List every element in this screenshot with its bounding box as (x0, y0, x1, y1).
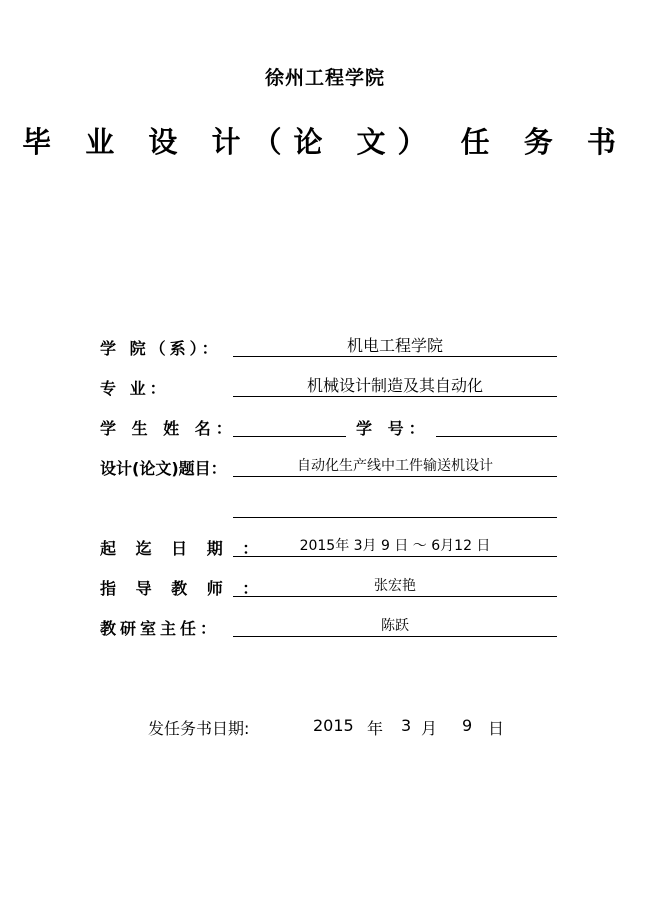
topic-field-line2 (233, 497, 557, 518)
issue-year-unit: 年 (367, 719, 384, 738)
advisor-label: 指 导 教 师 ： (100, 579, 266, 598)
issue-date-label: 发任务书日期: (148, 719, 250, 738)
topic-label: 设计(论文)题目： (100, 459, 227, 478)
student-name-label: 学 生 姓 名： (100, 419, 237, 438)
school-name: 徐州工程学院 (264, 67, 385, 89)
issue-year: 2015 (313, 716, 354, 735)
issue-day-unit: 日 (488, 719, 505, 738)
issue-day: 9 (462, 716, 473, 735)
period-label: 起 迄 日 期 ： (100, 539, 266, 558)
topic-field: 自动化生产线中工件输送机设计 (233, 456, 557, 477)
student-id-label: 学 号： (356, 419, 430, 438)
director-field: 陈跃 (233, 616, 557, 637)
period-field: 2015年 3月 9 日 ～ 6月12 日 (233, 536, 557, 557)
major-label: 专 业： (100, 379, 170, 398)
issue-month-unit: 月 (421, 719, 438, 738)
issue-month: 3 (401, 716, 412, 735)
director-label: 教研室主任： (100, 619, 221, 638)
advisor-field: 张宏艳 (233, 576, 557, 597)
student-name-field (233, 416, 346, 437)
document-title: 毕 业 设 计（论 文） 任 务 书 (22, 125, 628, 159)
college-label: 学 院（系）： (100, 339, 222, 358)
student-id-field (436, 416, 557, 437)
college-field: 机电工程学院 (233, 336, 557, 357)
major-field: 机械设计制造及其自动化 (233, 376, 557, 397)
